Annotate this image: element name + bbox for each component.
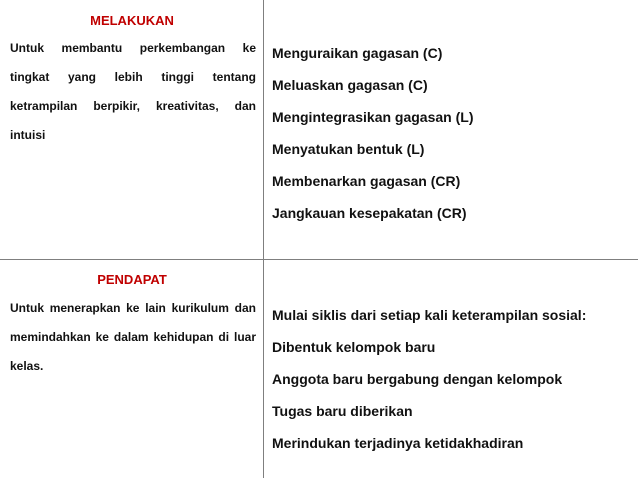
list-item: Meluaskan gagasan (C): [272, 77, 428, 93]
list-item: Mulai siklis dari setiap kali keterampilan sosial:: [272, 307, 587, 323]
row-divider: [0, 259, 638, 260]
list-item: Menyatukan bentuk (L): [272, 141, 425, 157]
section-heading-melakukan: MELAKUKAN: [90, 13, 174, 28]
list-item: Jangkauan kesepakatan (CR): [272, 205, 467, 221]
list-item: Menguraikan gagasan (C): [272, 45, 443, 61]
section-heading-pendapat: PENDAPAT: [97, 272, 167, 287]
list-item: Anggota baru bergabung dengan kelompok: [272, 371, 563, 387]
section-description-melakukan: Untuk membantu perkembangan ke tingkat yang lebih tinggi tentang ketrampilan berpikir, kreativitas, dan intuisi: [10, 41, 256, 142]
list-item: Merindukan terjadinya ketidakhadiran: [272, 435, 524, 451]
list-item: Mengintegrasikan gagasan (L): [272, 109, 474, 125]
steps-list-pendapat: [272, 299, 586, 459]
steps-list-melakukan: [272, 37, 473, 229]
list-item: Membenarkan gagasan (CR): [272, 173, 461, 189]
column-divider: [263, 0, 264, 478]
list-item: Tugas baru diberikan: [272, 403, 413, 419]
list-item: Dibentuk kelompok baru: [272, 339, 436, 355]
section-description-pendapat: Untuk menerapkan ke lain kurikulum dan memindahkan ke dalam kehidupan di luar kelas.: [10, 301, 256, 373]
